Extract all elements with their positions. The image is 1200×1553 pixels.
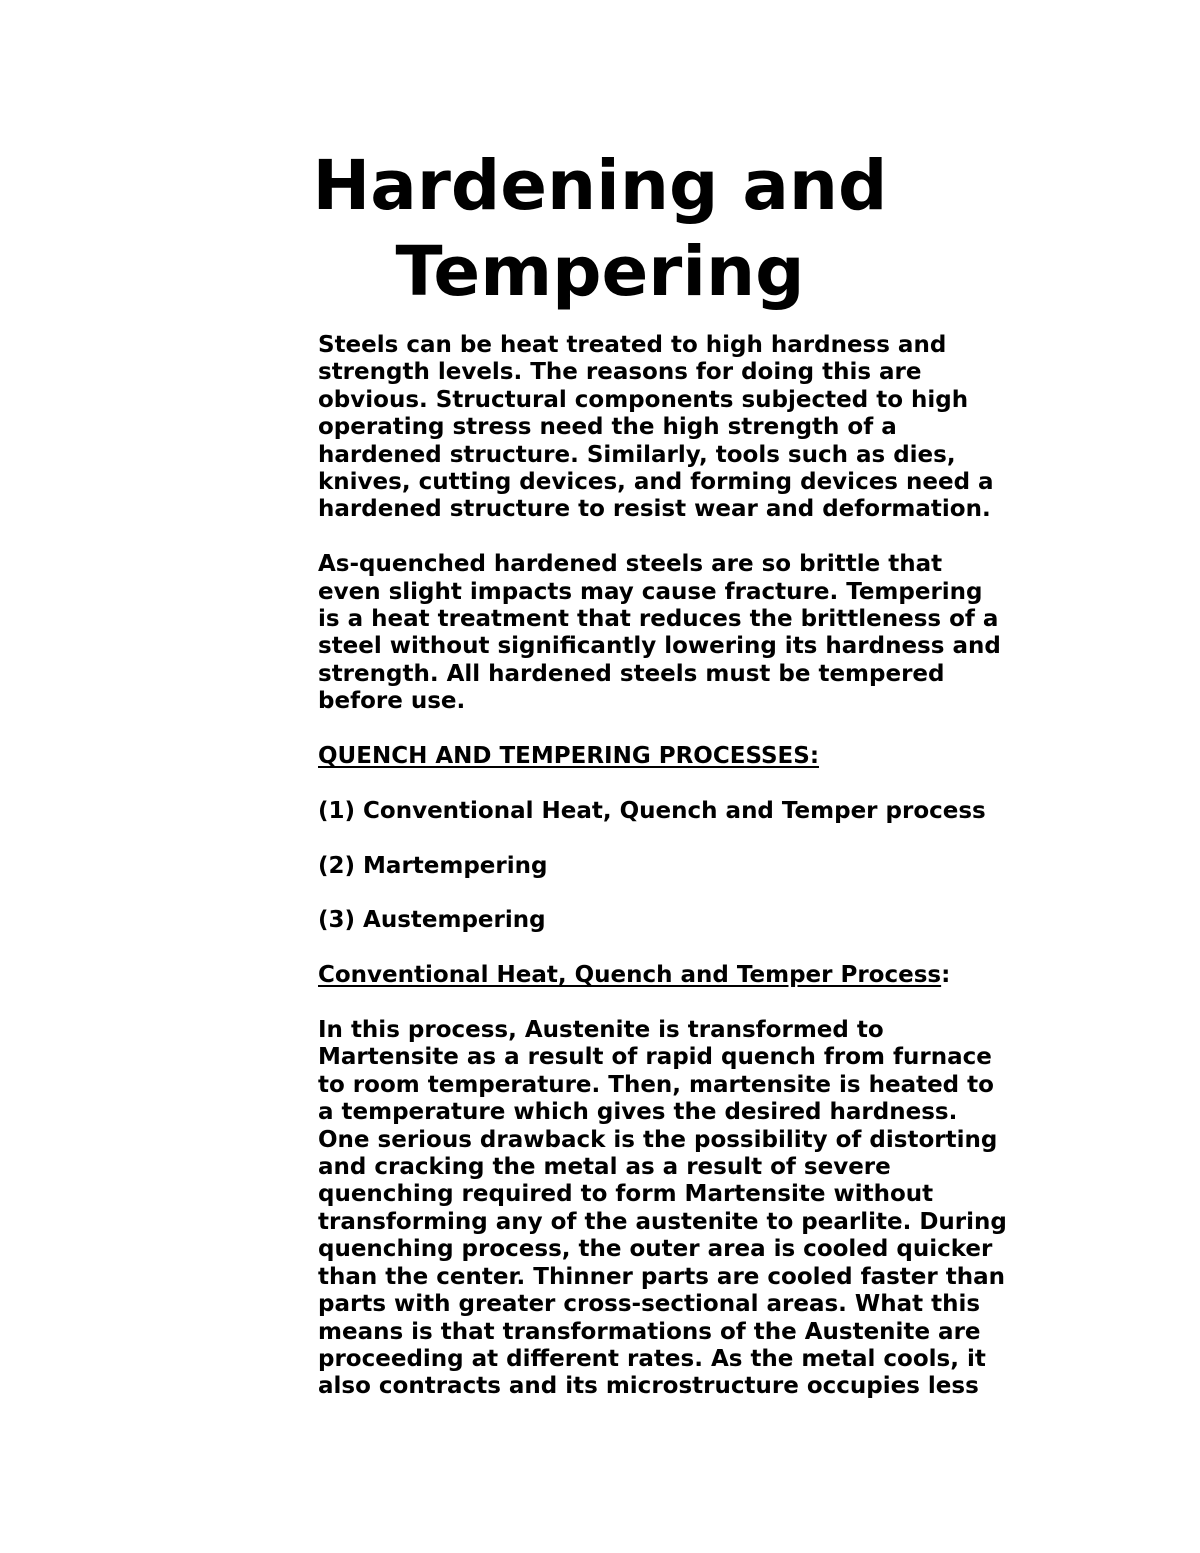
list-item-2: (2) Martempering bbox=[318, 852, 548, 879]
section-heading-text: QUENCH AND TEMPERING PROCESSES: bbox=[318, 743, 820, 770]
title-line-2: Tempering bbox=[395, 232, 805, 312]
document-title bbox=[300, 143, 900, 315]
document-body bbox=[318, 332, 1058, 1428]
subsection-heading-colon: : bbox=[941, 962, 951, 989]
title-line-1: Hardening and bbox=[312, 146, 888, 226]
subsection-heading-text: Conventional Heat, Quench and Temper Process bbox=[318, 962, 942, 989]
subsection-heading bbox=[318, 962, 1058, 989]
list-item-3: (3) Austempering bbox=[318, 907, 546, 934]
list-item-1: (1) Conventional Heat, Quench and Temper process bbox=[318, 797, 986, 824]
intro-paragraph: Steels can be heat treated to high hardness and strength levels. The reasons for doing this are obvious. Structural components subjected to high operating stress need the high strength of a hardened structure. Similarly, tools such as dies, knives, cutting devices, and forming devices need a hardened structure to resist wear and deformation. bbox=[318, 332, 994, 523]
process-paragraph: In this process, Austenite is transformed to Martensite as a result of rapid quench from furnace to room temperature. Then, martensite is heated to a temperature which gives the desired hardness. One serious drawback is the possibility of distorting and cracking the metal as a result of severe quenching required to form Martensite without transforming any of the austenite to pearlite. During quenching process, the outer area is cooled quicker than the center. Thinner parts are cooled faster than parts with greater cross-sectional areas. What this means is that transformations of the Austenite are proceeding at different rates. As the metal cools, it also contracts and its microstructure occupies less bbox=[318, 1017, 1007, 1400]
tempering-paragraph: As-quenched hardened steels are so brittle that even slight impacts may cause fracture. Tempering is a heat treatment that reduces the brittleness of a steel without significantly lowering its hardness and strength. All hardened steels must be tempered before use. bbox=[318, 551, 1001, 715]
section-heading bbox=[318, 743, 1058, 770]
